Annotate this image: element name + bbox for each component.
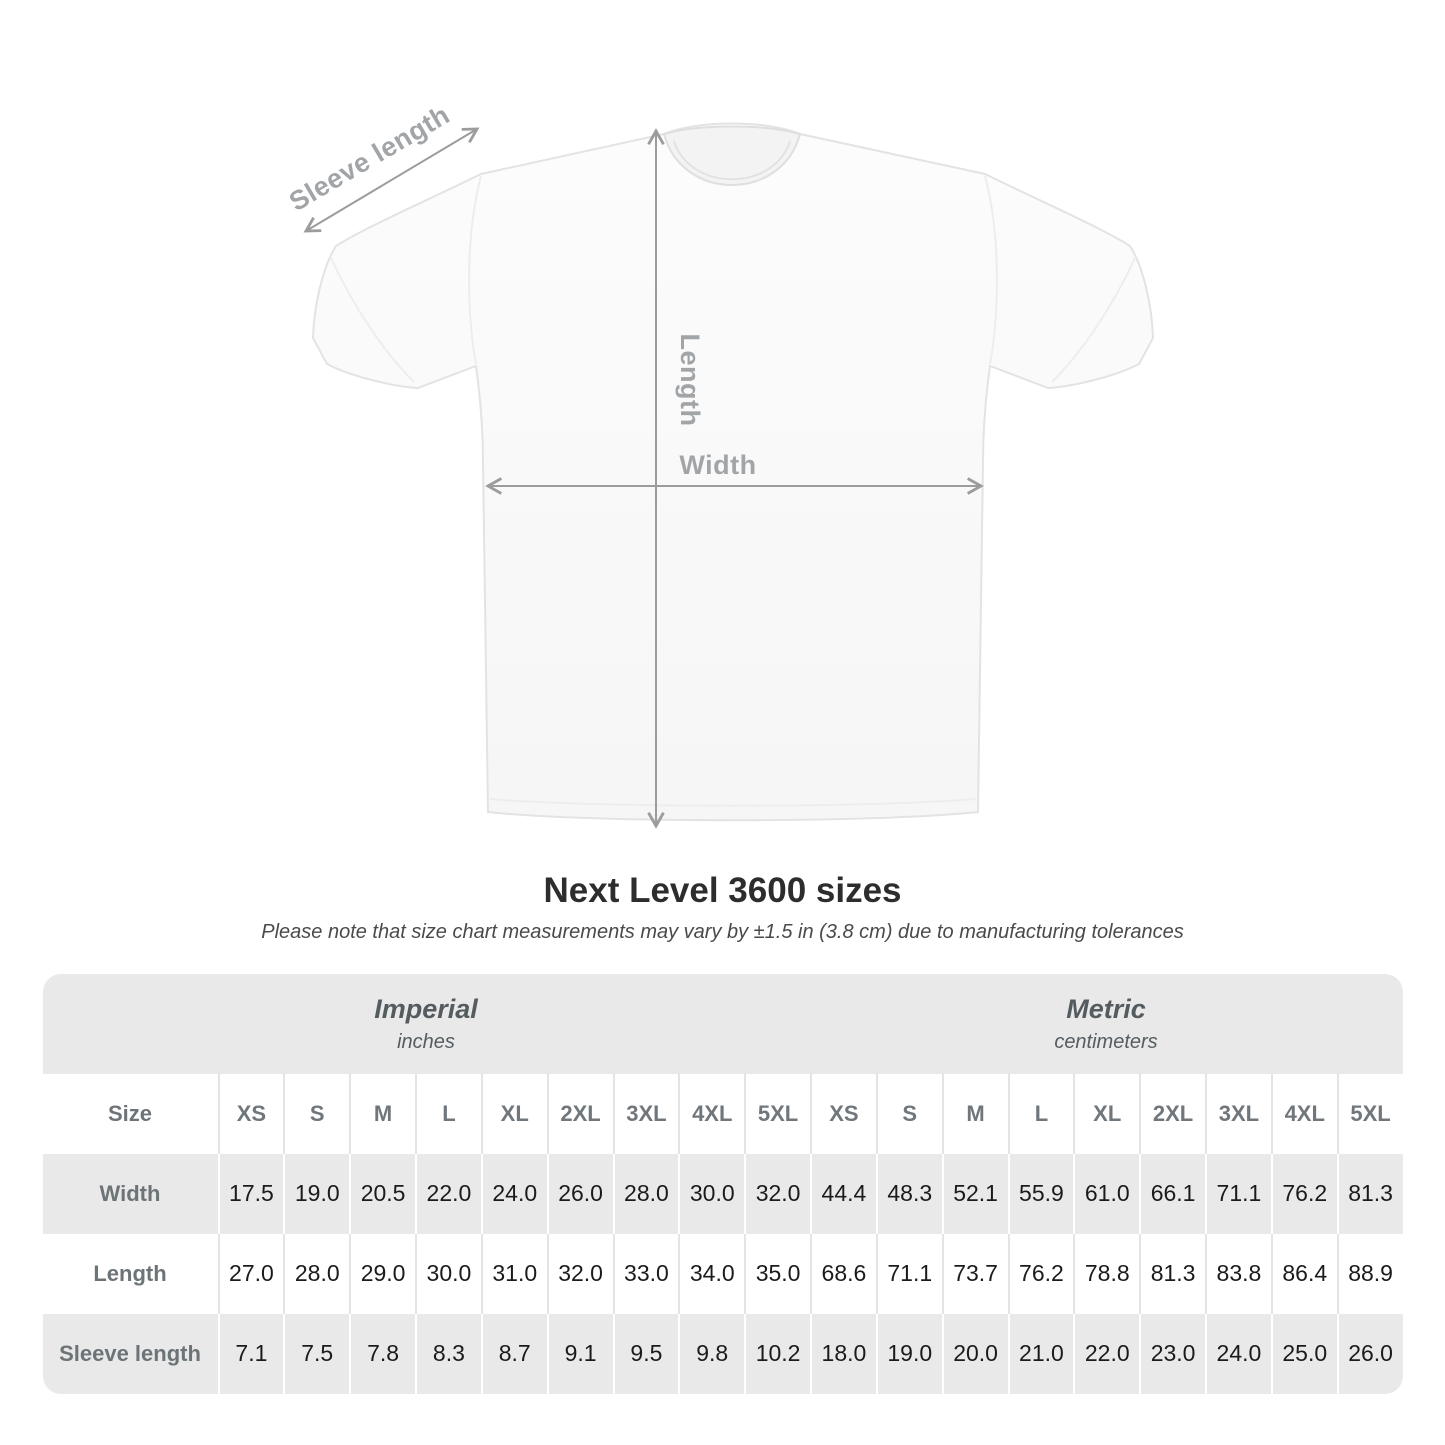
value-cell: 83.8 — [1205, 1234, 1271, 1314]
size-table — [43, 974, 1403, 1394]
imperial-header-unit: inches — [397, 1030, 455, 1053]
value-cell: 26.0 — [547, 1154, 613, 1234]
value-cell: 21.0 — [1008, 1314, 1074, 1394]
value-cell: 78.8 — [1073, 1234, 1139, 1314]
value-cell: 48.3 — [876, 1154, 942, 1234]
value-cell: 24.0 — [481, 1154, 547, 1234]
value-cell: 7.8 — [349, 1314, 415, 1394]
value-cell: 22.0 — [415, 1154, 481, 1234]
size-col-header: L — [415, 1074, 481, 1154]
value-cell: 29.0 — [349, 1234, 415, 1314]
table-header-band — [43, 974, 1403, 1074]
size-col-header: 4XL — [678, 1074, 744, 1154]
value-cell: 8.3 — [415, 1314, 481, 1394]
imperial-header-title: Imperial — [374, 993, 478, 1024]
value-cell: 33.0 — [613, 1234, 679, 1314]
size-col-header: XL — [481, 1074, 547, 1154]
value-cell: 44.4 — [810, 1154, 876, 1234]
value-cell: 71.1 — [1205, 1154, 1271, 1234]
value-cell: 9.8 — [678, 1314, 744, 1394]
size-col-header: XS — [810, 1074, 876, 1154]
size-col-header: S — [876, 1074, 942, 1154]
value-cell: 88.9 — [1337, 1234, 1403, 1314]
value-cell: 81.3 — [1139, 1234, 1205, 1314]
size-col-header: 5XL — [1337, 1074, 1403, 1154]
value-cell: 28.0 — [283, 1234, 349, 1314]
metric-header — [810, 974, 1403, 1074]
value-cell: 30.0 — [678, 1154, 744, 1234]
value-cell: 9.1 — [547, 1314, 613, 1394]
value-cell: 28.0 — [613, 1154, 679, 1234]
row-label: Width — [43, 1154, 218, 1234]
value-cell: 20.0 — [942, 1314, 1008, 1394]
value-cell: 17.5 — [218, 1154, 284, 1234]
value-cell: 71.1 — [876, 1234, 942, 1314]
value-cell: 9.5 — [613, 1314, 679, 1394]
value-cell: 7.5 — [283, 1314, 349, 1394]
sleeve-length-label: Sleeve length — [284, 99, 455, 217]
size-grid — [43, 1074, 1403, 1394]
value-cell: 81.3 — [1337, 1154, 1403, 1234]
imperial-header — [43, 974, 810, 1074]
value-cell: 19.0 — [876, 1314, 942, 1394]
size-col-header: M — [942, 1074, 1008, 1154]
value-cell: 86.4 — [1271, 1234, 1337, 1314]
width-label: Width — [679, 450, 757, 480]
value-cell: 52.1 — [942, 1154, 1008, 1234]
size-col-header: 3XL — [613, 1074, 679, 1154]
value-cell: 55.9 — [1008, 1154, 1074, 1234]
size-corner-label: Size — [43, 1074, 218, 1154]
size-col-header: 2XL — [1139, 1074, 1205, 1154]
value-cell: 61.0 — [1073, 1154, 1139, 1234]
value-cell: 25.0 — [1271, 1314, 1337, 1394]
size-col-header: 3XL — [1205, 1074, 1271, 1154]
size-col-header: 2XL — [547, 1074, 613, 1154]
value-cell: 10.2 — [744, 1314, 810, 1394]
value-cell: 76.2 — [1271, 1154, 1337, 1234]
size-col-header: 4XL — [1271, 1074, 1337, 1154]
value-cell: 32.0 — [744, 1154, 810, 1234]
tolerance-note: Please note that size chart measurements may vary by ±1.5 in (3.8 cm) due to manufacturing tolerances — [261, 920, 1184, 943]
value-cell: 20.5 — [349, 1154, 415, 1234]
size-col-header: S — [283, 1074, 349, 1154]
size-col-header: XS — [218, 1074, 284, 1154]
value-cell: 26.0 — [1337, 1314, 1403, 1394]
value-cell: 18.0 — [810, 1314, 876, 1394]
value-cell: 19.0 — [283, 1154, 349, 1234]
size-col-header: XL — [1073, 1074, 1139, 1154]
length-label: Length — [675, 333, 705, 427]
size-col-header: L — [1008, 1074, 1074, 1154]
value-cell: 8.7 — [481, 1314, 547, 1394]
value-cell: 68.6 — [810, 1234, 876, 1314]
value-cell: 27.0 — [218, 1234, 284, 1314]
page-title: Next Level 3600 sizes — [543, 871, 902, 910]
row-label: Sleeve length — [43, 1314, 218, 1394]
value-cell: 76.2 — [1008, 1234, 1074, 1314]
value-cell: 22.0 — [1073, 1314, 1139, 1394]
value-cell: 30.0 — [415, 1234, 481, 1314]
metric-header-unit: centimeters — [1054, 1030, 1158, 1053]
value-cell: 73.7 — [942, 1234, 1008, 1314]
size-col-header: 5XL — [744, 1074, 810, 1154]
value-cell: 7.1 — [218, 1314, 284, 1394]
value-cell: 23.0 — [1139, 1314, 1205, 1394]
value-cell: 31.0 — [481, 1234, 547, 1314]
metric-header-title: Metric — [1066, 993, 1146, 1024]
value-cell: 34.0 — [678, 1234, 744, 1314]
size-col-header: M — [349, 1074, 415, 1154]
value-cell: 32.0 — [547, 1234, 613, 1314]
value-cell: 24.0 — [1205, 1314, 1271, 1394]
value-cell: 35.0 — [744, 1234, 810, 1314]
value-cell: 66.1 — [1139, 1154, 1205, 1234]
row-label: Length — [43, 1234, 218, 1314]
